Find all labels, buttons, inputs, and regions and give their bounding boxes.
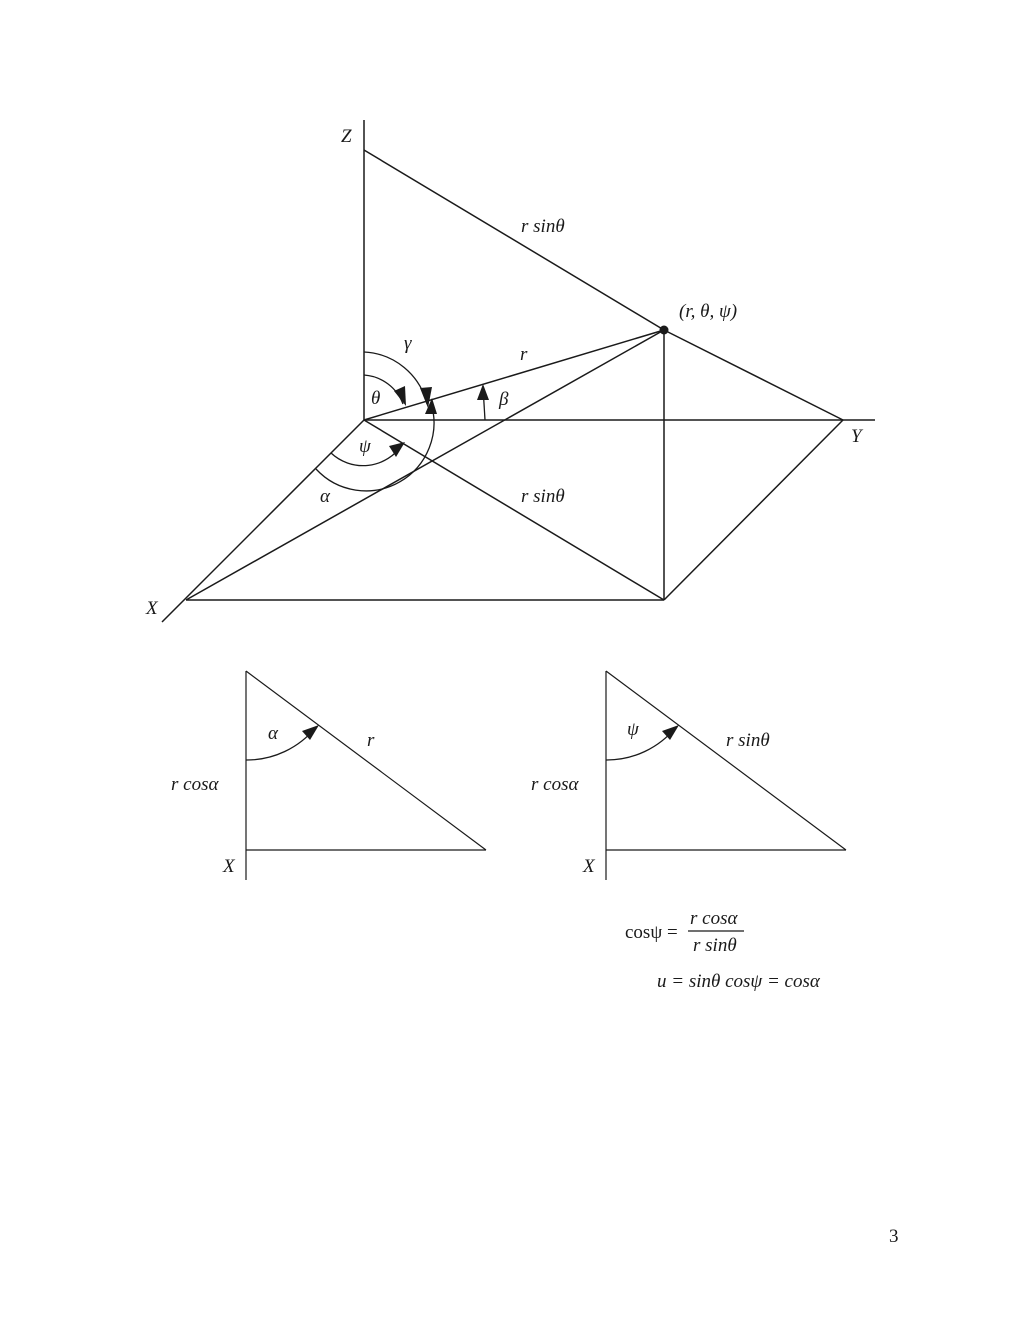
x-axis-label: X <box>146 598 158 619</box>
theta-label: θ <box>371 388 381 409</box>
formula1-lhs: cosψ = <box>625 922 678 943</box>
beta-arrowhead <box>477 384 489 400</box>
right-side-label: r cosα <box>531 774 579 795</box>
radius-label: r <box>520 344 528 365</box>
right-hypotenuse-label: r sinθ <box>726 730 770 751</box>
alpha-label: α <box>320 486 330 507</box>
formula1-numerator: r cosα <box>690 908 738 929</box>
left-triangle <box>171 671 486 880</box>
y-axis-label: Y <box>851 426 862 447</box>
top-edge-label: r sinθ <box>521 216 565 237</box>
beta-label: β <box>499 389 509 410</box>
floor-right-edge <box>664 420 843 600</box>
x-axis <box>162 420 364 622</box>
point-to-y-line <box>664 330 843 420</box>
point-to-x-line <box>186 330 664 600</box>
left-hypotenuse-label: r <box>367 730 375 751</box>
right-triangle-hypotenuse <box>606 671 846 850</box>
top-edge-line <box>364 150 664 330</box>
left-axis-label: X <box>223 856 235 877</box>
theta-arc <box>364 375 403 404</box>
page-number: 3 <box>889 1226 899 1247</box>
right-triangle <box>531 671 846 880</box>
psi-label: ψ <box>359 436 371 457</box>
left-side-label: r cosα <box>171 774 219 795</box>
point-marker <box>660 326 669 335</box>
left-angle-arrowhead <box>302 725 319 740</box>
formulas <box>625 908 821 992</box>
point-label: (r, θ, ψ) <box>679 301 738 322</box>
psi-arrowhead <box>389 442 405 457</box>
formula2: u = sinθ cosψ = cosα <box>657 971 820 992</box>
right-axis-label: X <box>583 856 595 877</box>
floor-label: r sinθ <box>521 486 565 507</box>
gamma-label: γ <box>404 333 412 354</box>
floor-projection-line <box>364 420 664 600</box>
theta-arrowhead <box>394 386 406 406</box>
right-angle-arrowhead <box>662 725 679 740</box>
left-angle-label: α <box>268 723 278 744</box>
formula1-denominator: r sinθ <box>693 935 737 956</box>
left-triangle-hypotenuse <box>246 671 486 850</box>
z-axis-label: Z <box>341 126 352 147</box>
main-diagram <box>145 120 875 622</box>
right-angle-label: ψ <box>627 719 639 740</box>
